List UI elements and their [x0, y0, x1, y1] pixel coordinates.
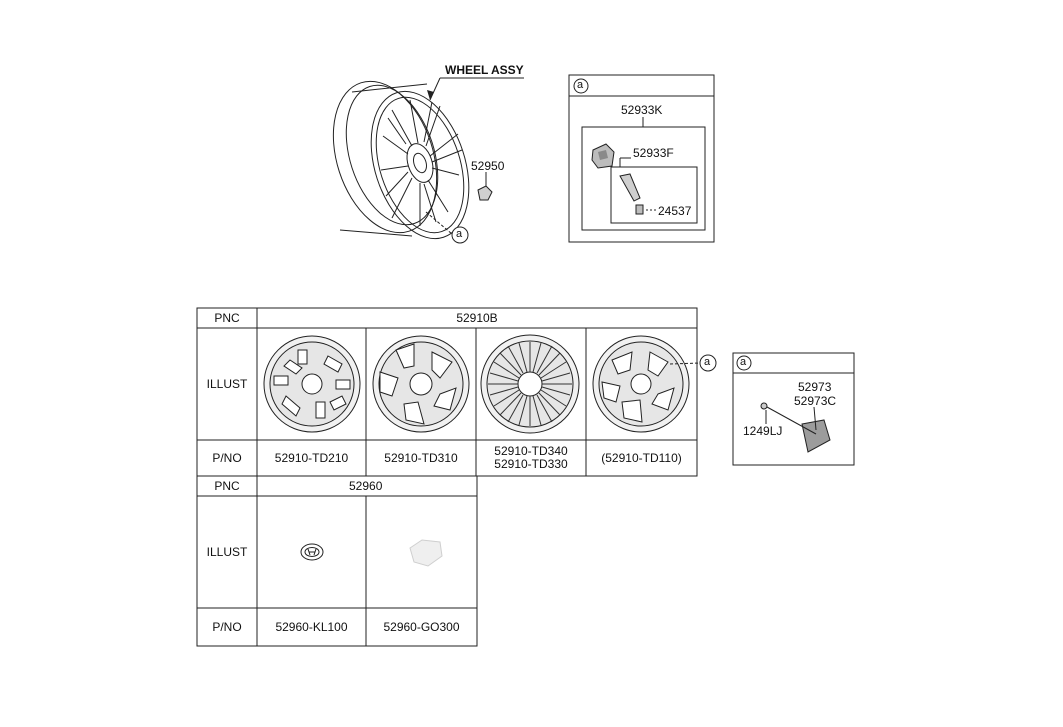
- wheel-pno-2: 52910-TD310: [384, 451, 458, 465]
- hub-cap-logo-icon: [301, 544, 323, 560]
- wheel-pno-header: P/NO: [212, 451, 242, 465]
- cap-pnc-header: PNC: [214, 479, 240, 493]
- wheel-pno-4: (52910-TD110): [601, 451, 682, 465]
- wheel-pno-3b: 52910-TD330: [494, 457, 568, 471]
- wheel-illust-td110: [593, 336, 689, 432]
- wheel-illust-td340: [481, 335, 579, 433]
- nut-pno: 52950: [471, 159, 505, 173]
- cap-pno: 24537: [658, 204, 692, 218]
- center-cap-icon: [410, 540, 442, 566]
- tpms-sensor-icon: [592, 144, 614, 168]
- wheel-pnc-header: PNC: [214, 311, 240, 325]
- cap-pnc-value: 52960: [349, 479, 383, 493]
- valve-stem-icon: [620, 174, 643, 214]
- cap-pno-2: 52960-GO300: [383, 620, 460, 634]
- screw-pno: 1249LJ: [743, 424, 783, 438]
- valve-pno: 52933F: [633, 146, 674, 160]
- cap-pno-1: 52960-KL100: [275, 620, 348, 634]
- wheel-pno-3: 52910-TD340: [494, 444, 568, 458]
- wheel-pno-1: 52910-TD210: [274, 451, 349, 465]
- weight-pno-2: 52973C: [794, 394, 837, 408]
- wheel-illust-header: ILLUST: [206, 377, 248, 391]
- wheel-assy-illustration: [315, 68, 486, 251]
- wheel-assy-title: WHEEL ASSY: [445, 63, 524, 77]
- wheel-pnc-value: 52910B: [456, 311, 498, 325]
- wheel-ref-marker: a: [704, 356, 711, 368]
- ref-marker: a: [456, 228, 463, 240]
- cap-pno-header: P/NO: [212, 620, 242, 634]
- cap-illust-header: ILLUST: [206, 545, 248, 559]
- sensor-pno: 52933K: [621, 103, 663, 117]
- wheel-illust-td210: [264, 336, 360, 432]
- wheel-nut-icon: [478, 186, 492, 200]
- weight-marker: a: [740, 356, 747, 368]
- wheel-illust-td310: [373, 336, 469, 432]
- wheel-pno-3-cell: [476, 440, 586, 476]
- weight-pno: 52973: [798, 380, 832, 394]
- screw-icon: [761, 403, 767, 409]
- tpms-marker: a: [577, 79, 584, 91]
- weight-box: [733, 353, 854, 465]
